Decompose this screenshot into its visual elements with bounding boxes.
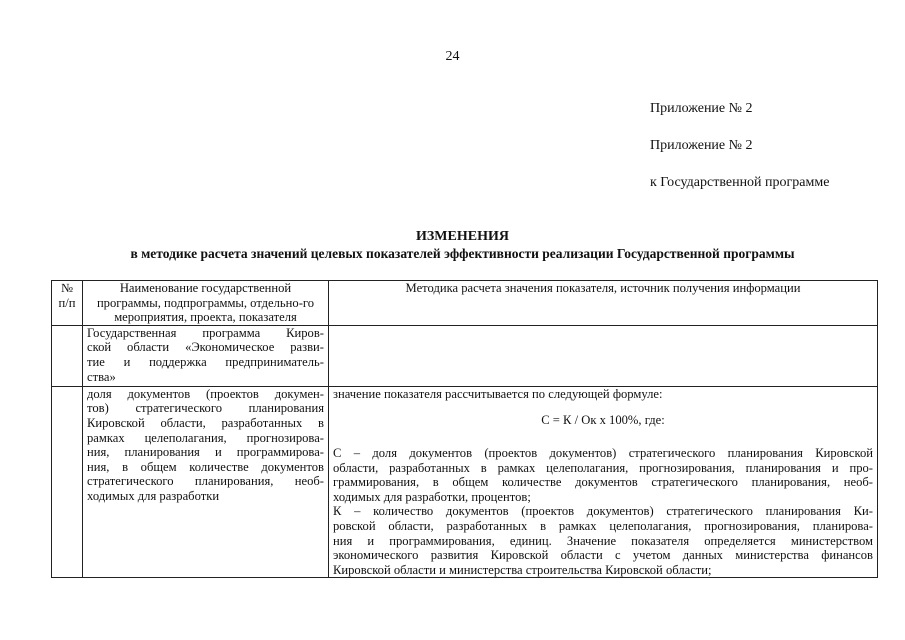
row1-method xyxy=(329,325,878,386)
method-k-line: ровской области, разработанных в рамках целеполагания, прогнозирования, планирова- xyxy=(333,518,873,533)
method-formula: С = К / Ок х 100%, где: xyxy=(541,413,665,428)
appendix-line-1: Приложение № 2 xyxy=(650,101,753,116)
row1-name-line: тие и поддержка предприниматель- xyxy=(87,354,324,369)
method-k-line: экономического развития Кировской области с учетом данных министерства финансов xyxy=(333,548,873,563)
method-c-line: С – доля документов (проектов документов) стратегического планирования Кировской xyxy=(333,445,873,460)
row2-name-line: доля документов (проектов докумен- xyxy=(87,386,324,401)
document-title: ИЗМЕНЕНИЯ xyxy=(416,229,509,244)
row2-name-line: Кировской области, разработанных в xyxy=(87,415,324,430)
table-header-row xyxy=(52,281,878,326)
table-row xyxy=(52,325,878,386)
method-c-line: области, разработанных в рамках целеполагания, прогнозирования, планирования и про- xyxy=(333,460,873,475)
row2-number xyxy=(52,386,83,578)
appendix-line-3: к Государственной программе xyxy=(650,175,830,190)
method-c-line: ходимых для разработки, процентов; xyxy=(333,489,531,504)
row2-name-line: рамках целеполагания, прогнозирова- xyxy=(87,430,324,445)
row2-name-line: ния, в общем количестве документов xyxy=(87,459,324,474)
indicators-table xyxy=(51,280,878,578)
header-name: Наименование государственной программы, подпрограммы, отдельно-го мероприятия, проекта, показателя xyxy=(83,281,329,326)
row1-name xyxy=(83,325,329,386)
header-method: Методика расчета значения показателя, источник получения информации xyxy=(329,281,878,326)
row2-name-line: ния, планирования и программирова- xyxy=(87,445,324,460)
header-number: № п/п xyxy=(52,281,83,326)
row2-name-line: тов) стратегического планирования xyxy=(87,401,324,416)
row2-name xyxy=(83,386,329,578)
row2-name-line: ходимых для разработки xyxy=(87,488,220,503)
row1-name-line: ской области «Экономическое разви- xyxy=(87,340,324,355)
method-k-line: Кировской области и министерства строительства Кировской области; xyxy=(333,562,712,577)
method-k-line: К – количество документов (проектов документов) стратегического планирования Ки- xyxy=(333,504,873,519)
method-k-line: ния и программирования, единиц. Значение показателя определяется министерством xyxy=(333,533,873,548)
method-intro: значение показателя рассчитывается по следующей формуле: xyxy=(333,386,663,401)
appendix-line-2: Приложение № 2 xyxy=(650,138,753,153)
table-row xyxy=(52,386,878,578)
page-number: 24 xyxy=(445,49,460,64)
row1-name-line: ства» xyxy=(87,369,116,384)
row2-method xyxy=(329,386,878,578)
row1-name-line: Государственная программа Киров- xyxy=(87,325,324,340)
row2-name-line: стратегического планирования, необ- xyxy=(87,474,324,489)
document-subtitle: в методике расчета значений целевых показателей эффективности реализации Государственной программы xyxy=(130,246,795,261)
row1-number xyxy=(52,325,83,386)
method-c-line: граммирования, в общем количестве документов стратегического планирования, необ- xyxy=(333,475,873,490)
